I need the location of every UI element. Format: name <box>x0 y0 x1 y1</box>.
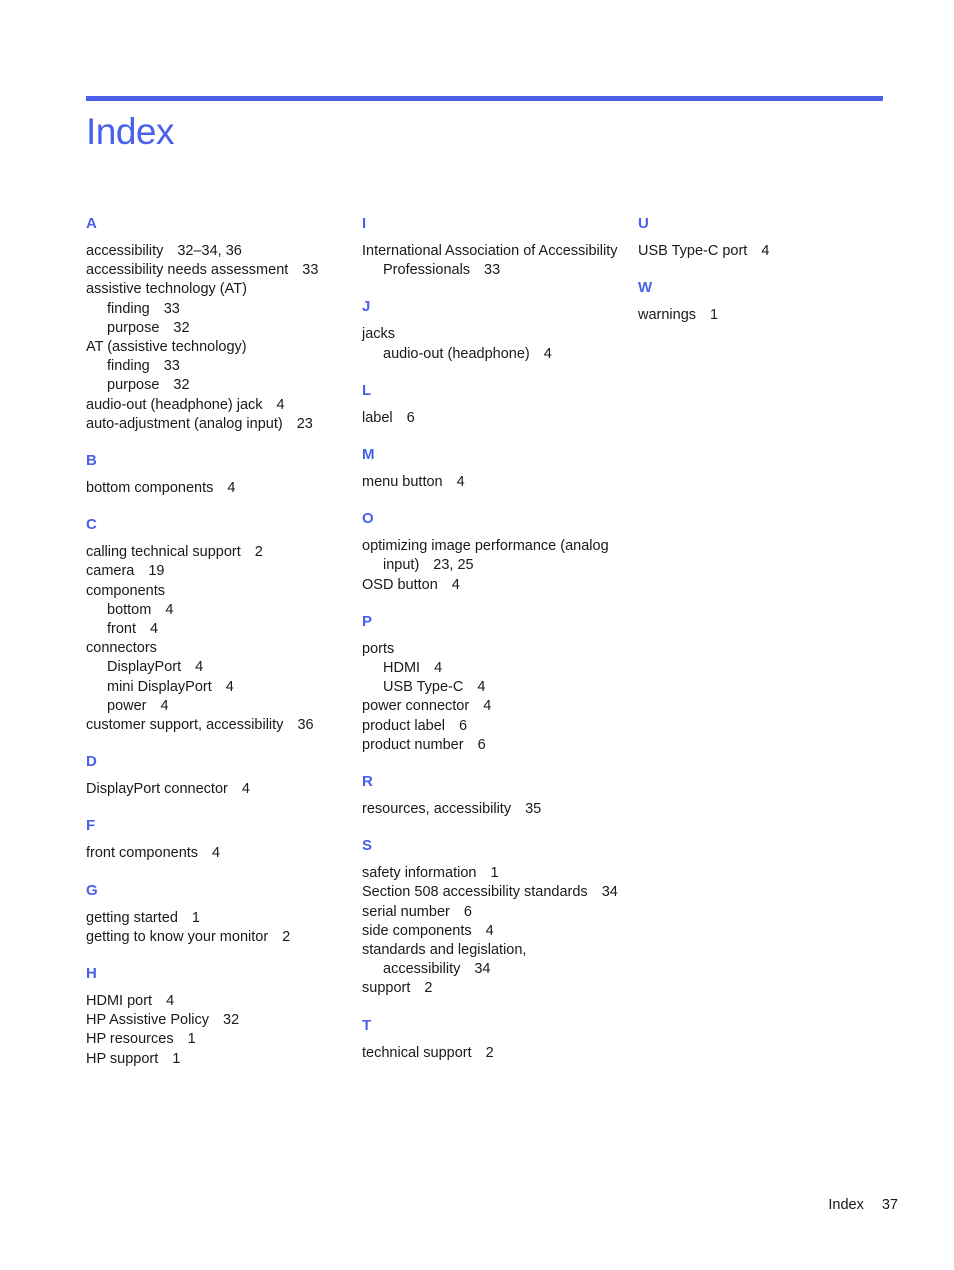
index-term: accessibility needs assessment <box>86 262 289 279</box>
index-entry <box>86 338 348 357</box>
index-term: front <box>107 621 137 638</box>
index-section-b <box>86 451 348 498</box>
index-term: optimizing image performance (analog input) <box>362 538 609 574</box>
index-term: Section 508 accessibility standards <box>362 884 588 901</box>
index-page-ref: 4 <box>165 601 174 618</box>
index-subentry <box>86 300 348 319</box>
index-entry <box>86 1030 348 1049</box>
index-entry <box>86 909 348 928</box>
index-term: resources, accessibility <box>362 801 512 818</box>
index-term: purpose <box>107 377 160 394</box>
index-section-d <box>86 752 348 799</box>
index-subentry <box>362 678 624 697</box>
index-entry <box>86 396 348 415</box>
section-letter: A <box>86 215 97 232</box>
index-page-ref: 4 <box>477 679 486 696</box>
index-page-ref: 4 <box>166 993 175 1010</box>
index-page-ref: 4 <box>150 621 159 638</box>
index-term: power connector <box>362 698 470 715</box>
index-page-ref: 4 <box>195 659 204 676</box>
index-entry <box>86 928 348 947</box>
index-entry <box>86 844 348 863</box>
index-page-ref: 6 <box>459 717 468 734</box>
index-term: ports <box>362 640 395 657</box>
section-letter: C <box>86 516 97 534</box>
index-page-ref: 35 <box>525 801 542 818</box>
index-section-o <box>362 509 624 595</box>
index-term: HDMI port <box>86 993 153 1010</box>
index-entry <box>362 576 624 595</box>
index-entry <box>362 242 624 280</box>
index-section-m <box>362 445 624 492</box>
index-page-ref: 33 <box>302 262 319 279</box>
index-subentry <box>86 678 348 697</box>
section-letter: D <box>86 753 97 771</box>
index-term: connectors <box>86 640 157 657</box>
index-term: serial number <box>362 903 450 920</box>
index-entry <box>86 1011 348 1030</box>
section-letter: I <box>362 215 367 232</box>
index-page-ref: 2 <box>254 544 263 561</box>
index-page-ref: 4 <box>483 698 492 715</box>
index-section-j <box>362 297 624 363</box>
index-section-t <box>362 1016 624 1063</box>
index-subentry <box>362 345 624 364</box>
index-term: finding <box>107 358 150 375</box>
index-term: jacks <box>362 326 396 343</box>
index-term: customer support, accessibility <box>86 717 284 734</box>
section-letter: P <box>362 612 373 630</box>
index-term: DisplayPort connector <box>86 781 228 798</box>
section-letter: O <box>362 510 374 528</box>
index-term: calling technical support <box>86 544 241 561</box>
index-entry <box>362 800 624 819</box>
index-page-ref: 6 <box>406 409 415 426</box>
index-term: USB Type-C <box>383 679 464 696</box>
index-page-ref: 33 <box>484 262 501 279</box>
index-entry <box>86 415 348 434</box>
index-page-ref: 1 <box>710 307 719 324</box>
page-footer <box>828 1196 898 1215</box>
index-term: purpose <box>107 319 160 336</box>
index-entry <box>86 242 348 261</box>
index-page-ref: 4 <box>160 697 169 714</box>
index-column-3 <box>638 214 878 342</box>
index-entry <box>86 543 348 562</box>
index-entry <box>362 1044 624 1063</box>
index-page-ref: 1 <box>187 1031 196 1048</box>
index-page-ref: 32 <box>173 377 190 394</box>
index-section-i <box>362 214 624 280</box>
index-page-ref: 1 <box>172 1050 181 1067</box>
index-page-ref: 34 <box>474 961 491 978</box>
index-page-ref: 6 <box>477 736 486 753</box>
index-page-ref: 23 <box>296 415 313 432</box>
index-page-ref: 2 <box>485 1044 494 1061</box>
index-term: support <box>362 980 411 997</box>
index-term: International Association of Accessibility Professionals <box>362 243 618 279</box>
index-page-ref: 4 <box>456 474 465 491</box>
index-page-ref: 32 <box>173 319 190 336</box>
index-entry <box>362 717 624 736</box>
index-subentry <box>86 620 348 639</box>
index-page-ref: 4 <box>451 576 460 593</box>
section-letter: L <box>362 381 372 399</box>
section-letter: B <box>86 452 97 470</box>
footer-page-number: 37 <box>881 1197 898 1213</box>
index-section-s <box>362 836 624 998</box>
index-subentry <box>86 658 348 677</box>
index-entry <box>362 537 624 575</box>
index-entry <box>86 716 348 735</box>
index-term: components <box>86 582 165 599</box>
index-term: assistive technology (AT) <box>86 281 247 298</box>
index-term: camera <box>86 563 135 580</box>
index-term: HP support <box>86 1050 159 1067</box>
index-term: technical support <box>362 1044 472 1061</box>
section-letter: U <box>638 215 649 232</box>
index-section-u <box>638 214 878 261</box>
index-page-ref: 23, 25 <box>433 557 474 574</box>
index-entry <box>362 864 624 883</box>
index-term: audio-out (headphone) <box>383 345 530 362</box>
index-term: getting to know your monitor <box>86 928 269 945</box>
index-term: finding <box>107 300 150 317</box>
index-section-a <box>86 214 348 434</box>
index-page-ref: 2 <box>282 928 291 945</box>
index-page-ref: 4 <box>543 345 552 362</box>
index-term: HP Assistive Policy <box>86 1012 210 1029</box>
index-page-ref: 34 <box>601 884 618 901</box>
index-entry <box>86 780 348 799</box>
index-term: power <box>107 697 147 714</box>
index-entry <box>86 261 348 280</box>
index-page-ref: 6 <box>463 903 472 920</box>
index-entry <box>362 922 624 941</box>
index-term: standards and legislation, accessibility <box>362 942 527 978</box>
section-letter: G <box>86 881 98 899</box>
index-entry <box>362 473 624 492</box>
index-subentry <box>86 601 348 620</box>
section-letter: M <box>362 446 375 464</box>
index-term: front components <box>86 845 199 862</box>
index-section-w <box>638 278 878 325</box>
index-entry <box>362 325 624 344</box>
index-entry <box>362 409 624 428</box>
index-term: product label <box>362 717 446 734</box>
index-subentry <box>362 659 624 678</box>
index-entry <box>86 639 348 658</box>
index-term: menu button <box>362 474 443 491</box>
index-section-h <box>86 964 348 1069</box>
index-section-p <box>362 612 624 755</box>
index-term: HDMI <box>383 660 421 677</box>
index-term: mini DisplayPort <box>107 678 212 695</box>
section-letter: S <box>362 837 373 855</box>
index-term: safety information <box>362 865 477 882</box>
index-subentry <box>86 357 348 376</box>
index-page-ref: 4 <box>761 243 770 259</box>
index-entry <box>638 242 878 261</box>
index-entry <box>86 1050 348 1069</box>
index-page-ref: 4 <box>434 660 443 677</box>
index-term: HP resources <box>86 1031 174 1048</box>
index-entry <box>86 479 348 498</box>
index-term: label <box>362 409 393 426</box>
index-entry <box>86 280 348 299</box>
index-term: accessibility <box>86 243 164 259</box>
section-letter: J <box>362 298 371 316</box>
index-entry <box>362 903 624 922</box>
index-entry <box>638 306 878 325</box>
index-section-f <box>86 816 348 863</box>
section-letter: T <box>362 1016 372 1034</box>
index-term: bottom components <box>86 480 214 497</box>
index-page-ref: 2 <box>424 980 433 997</box>
section-letter: H <box>86 965 97 983</box>
index-page-ref: 32 <box>223 1012 240 1029</box>
index-term: bottom <box>107 601 152 618</box>
index-term: USB Type-C port <box>638 243 748 259</box>
index-page-ref: 33 <box>163 358 180 375</box>
index-term: auto-adjustment (analog input) <box>86 415 283 432</box>
index-entry <box>362 883 624 902</box>
index-term: AT (assistive technology) <box>86 339 247 356</box>
index-entry <box>362 640 624 659</box>
index-section-g <box>86 881 348 947</box>
index-page-ref: 1 <box>191 909 200 926</box>
index-entry <box>86 582 348 601</box>
index-page-ref: 4 <box>227 480 236 497</box>
index-page-ref: 4 <box>241 781 250 798</box>
index-section-c <box>86 515 348 735</box>
index-entry <box>362 979 624 998</box>
index-page-ref: 4 <box>485 922 494 939</box>
section-letter: F <box>86 817 96 835</box>
section-letter: R <box>362 773 373 791</box>
index-term: audio-out (headphone) jack <box>86 396 263 413</box>
index-page-ref: 32–34, 36 <box>177 243 242 259</box>
index-term: getting started <box>86 909 178 926</box>
index-term: warnings <box>638 307 697 324</box>
index-term: DisplayPort <box>107 659 182 676</box>
index-subentry <box>86 319 348 338</box>
index-page-ref: 4 <box>225 678 234 695</box>
section-letter: W <box>638 279 653 297</box>
index-subentry <box>86 376 348 395</box>
index-term: OSD button <box>362 576 438 593</box>
index-page-ref: 19 <box>148 563 165 580</box>
index-term: product number <box>362 736 464 753</box>
index-column-1 <box>86 214 348 1086</box>
index-entry <box>362 697 624 716</box>
index-subentry <box>86 697 348 716</box>
index-entry <box>86 562 348 581</box>
index-section-l <box>362 381 624 428</box>
index-page-ref: 4 <box>276 396 285 413</box>
index-column-2 <box>362 214 624 1080</box>
index-entry <box>362 736 624 755</box>
index-entry <box>362 941 624 979</box>
index-section-r <box>362 772 624 819</box>
top-rule <box>86 96 883 101</box>
index-term: side components <box>362 922 472 939</box>
index-page-ref: 4 <box>212 845 221 862</box>
index-page-ref: 33 <box>163 300 180 317</box>
page-title: Index <box>86 111 175 152</box>
index-page-ref: 1 <box>490 865 499 882</box>
footer-section-label: Index <box>828 1197 864 1213</box>
index-entry <box>86 992 348 1011</box>
index-page-ref: 36 <box>297 717 314 734</box>
